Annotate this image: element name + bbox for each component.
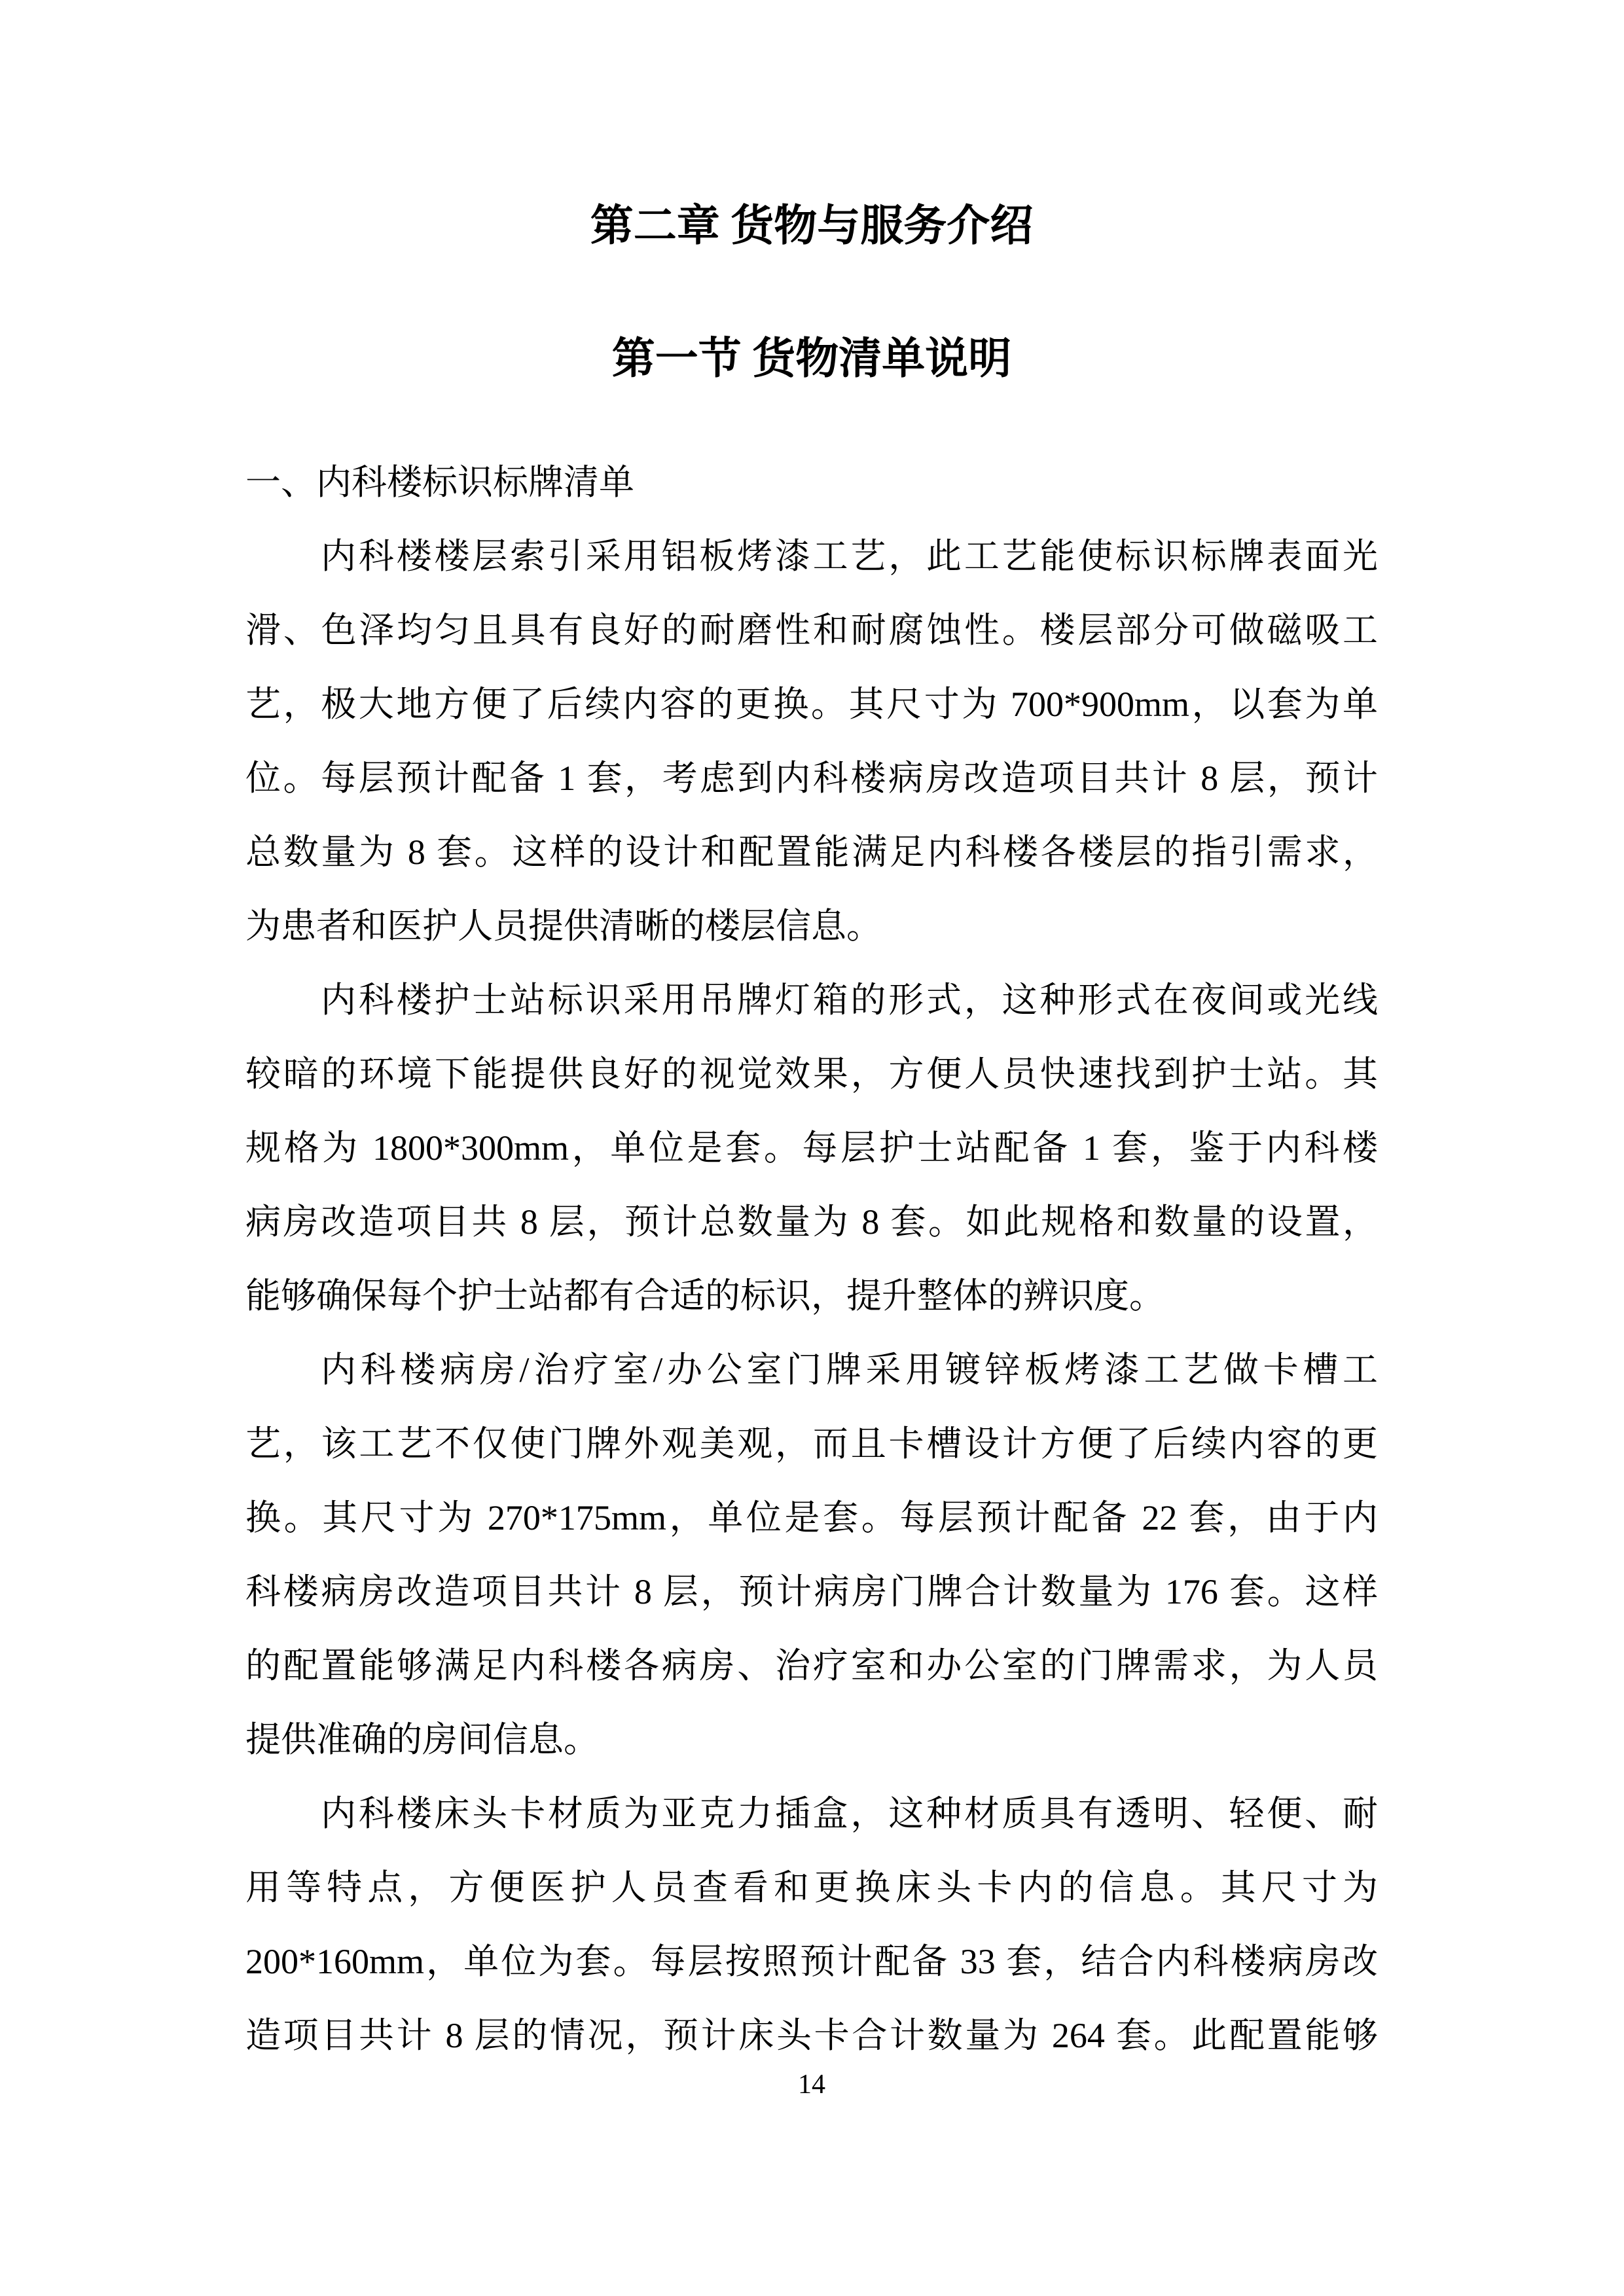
body-line: 造项目共计 8 层的情况，预计床头卡合计数量为 264 套。此配置能够	[245, 2016, 1378, 2055]
body-line: 为患者和医护人员提供清晰的楼层信息。	[245, 906, 882, 946]
body-line: 位。每层预计配备 1 套，考虑到内科楼病房改造项目共计 8 层，预计	[245, 759, 1378, 798]
body-line: 总数量为 8 套。这样的设计和配置能满足内科楼各楼层的指引需求，	[245, 833, 1378, 872]
body-line: 艺，该工艺不仅使门牌外观美观，而且卡槽设计方便了后续内容的更	[245, 1424, 1378, 1463]
body-line: 科楼病房改造项目共计 8 层，预计病房门牌合计数量为 176 套。这样	[245, 1572, 1378, 1611]
body-line: 内科楼楼层索引采用铝板烤漆工艺，此工艺能使标识标牌表面光	[321, 537, 1378, 576]
body-line: 病房改造项目共 8 层，预计总数量为 8 套。如此规格和数量的设置，	[245, 1202, 1378, 1242]
body-line: 艺，极大地方便了后续内容的更换。其尺寸为 700*900mm，以套为单	[245, 685, 1378, 724]
list-heading: 一、内科楼标识标牌清单	[245, 463, 634, 502]
body-line: 200*160mm，单位为套。每层按照预计配备 33 套，结合内科楼病房改	[245, 1942, 1378, 1981]
body-line: 换。其尺寸为 270*175mm，单位是套。每层预计配备 22 套，由于内	[245, 1498, 1378, 1537]
section-title: 第一节 货物清单说明	[611, 335, 1012, 383]
body-line: 内科楼病房/治疗室/办公室门牌采用镀锌板烤漆工艺做卡槽工	[321, 1350, 1378, 1390]
body-line: 内科楼床头卡材质为亚克力插盒，这种材质具有透明、轻便、耐	[321, 1794, 1378, 1833]
page-number: 14	[798, 2070, 825, 2100]
chapter-title: 第二章 货物与服务介绍	[590, 202, 1034, 250]
body-line: 规格为 1800*300mm，单位是套。每层护士站配备 1 套，鉴于内科楼	[245, 1128, 1378, 1168]
body-line: 的配置能够满足内科楼各病房、治疗室和办公室的门牌需求，为人员	[245, 1646, 1378, 1685]
body-line: 用等特点，方便医护人员查看和更换床头卡内的信息。其尺寸为	[245, 1868, 1378, 1907]
body-line: 内科楼护士站标识采用吊牌灯箱的形式，这种形式在夜间或光线	[321, 980, 1378, 1020]
body-line: 提供准确的房间信息。	[245, 1720, 599, 1759]
body-line: 较暗的环境下能提供良好的视觉效果，方便人员快速找到护士站。其	[245, 1054, 1378, 1094]
body-line: 能够确保每个护士站都有合适的标识，提升整体的辨识度。	[245, 1276, 1164, 1316]
body-line: 滑、色泽均匀且具有良好的耐磨性和耐腐蚀性。楼层部分可做磁吸工	[245, 611, 1378, 650]
body-text	[245, 446, 1378, 2073]
